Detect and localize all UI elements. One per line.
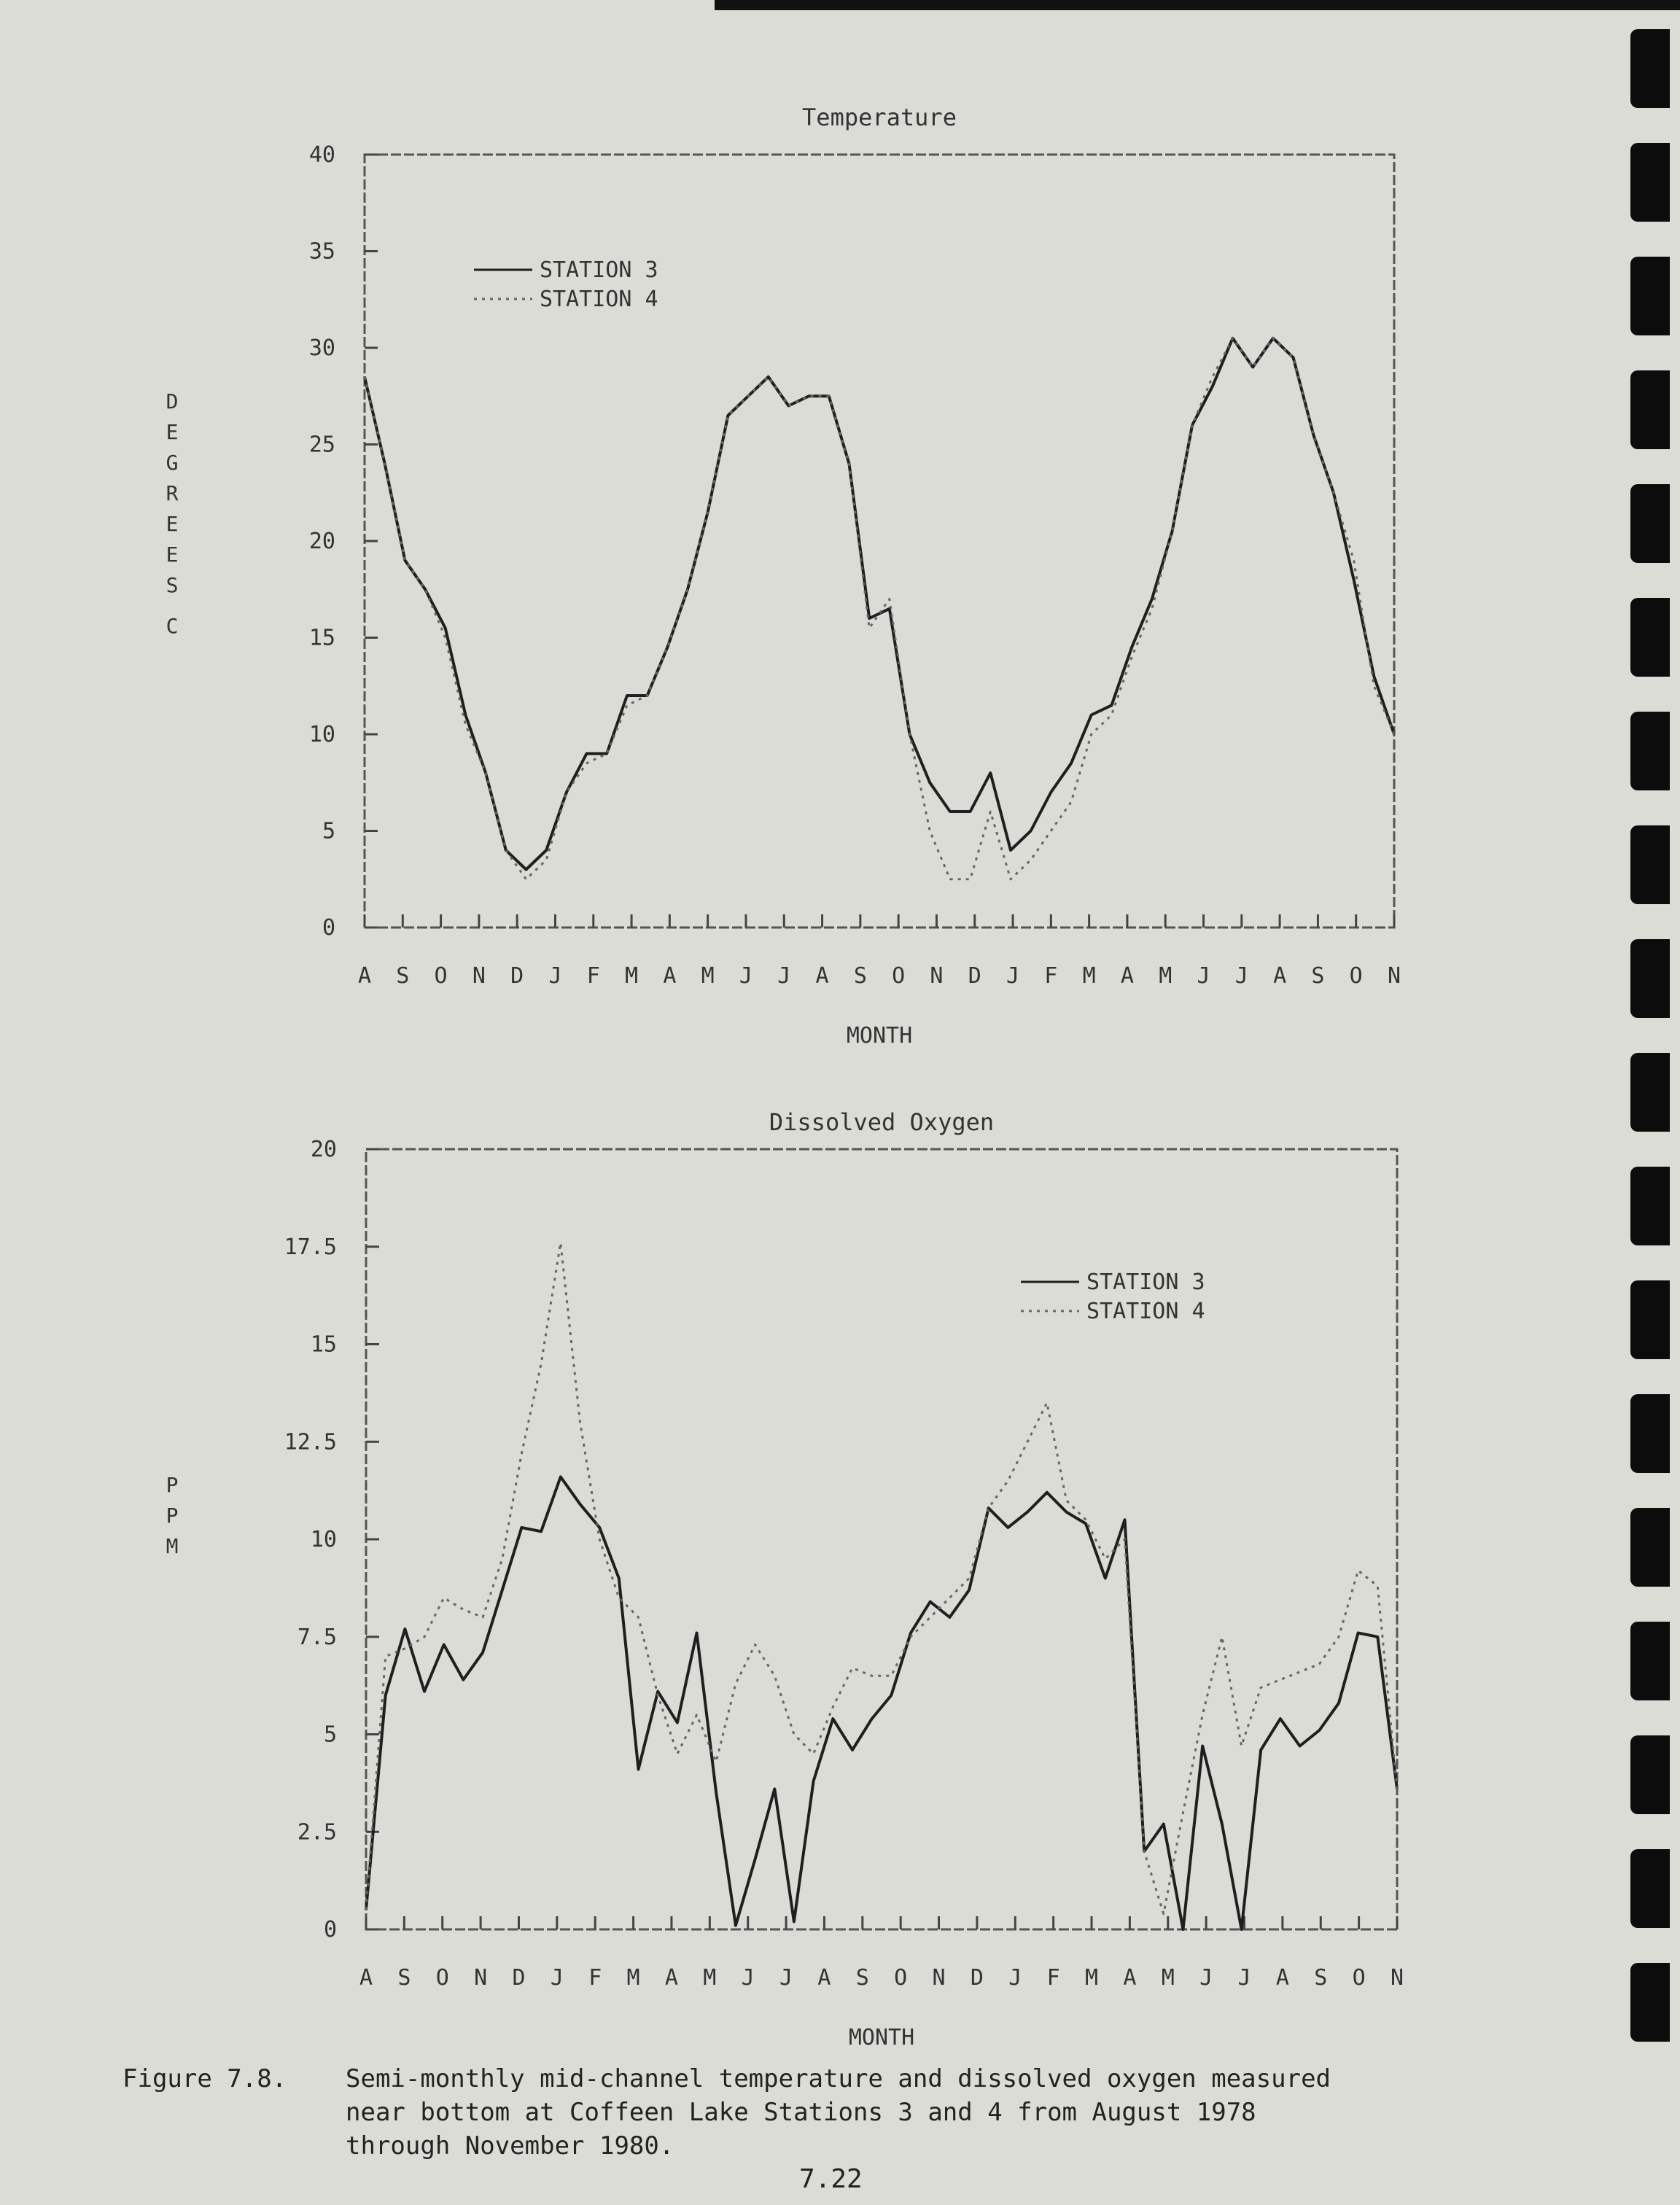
x-tick-label: A [1120, 963, 1134, 989]
x-tick-label: M [1161, 1965, 1175, 1991]
x-tick-label: O [1352, 1965, 1366, 1991]
legend-label: STATION 4 [1086, 1299, 1205, 1324]
series-line-1 [365, 338, 1394, 870]
legend-label: STATION 4 [540, 287, 658, 312]
y-axis-label-letter: P [166, 1504, 179, 1528]
y-axis-label-letter: M [166, 1534, 179, 1558]
x-tick-label: O [894, 1965, 908, 1991]
dissolved-oxygen-chart [0, 1079, 1680, 2056]
y-tick-label: 15 [310, 1331, 337, 1358]
y-tick-label: 40 [308, 142, 335, 168]
y-tick-label: 2.5 [297, 1819, 337, 1846]
x-tick-label: N [1390, 1965, 1404, 1991]
y-tick-label: 0 [323, 1917, 337, 1942]
x-tick-label: O [434, 963, 448, 989]
x-tick-label: J [1234, 963, 1248, 989]
x-tick-label: D [970, 1965, 984, 1991]
x-tick-label: J [779, 1965, 793, 1991]
y-axis-label-letter: S [166, 573, 179, 597]
y-axis-label-letter: D [166, 389, 179, 413]
x-tick-label: F [1046, 1965, 1060, 1991]
y-tick-label: 5 [323, 1722, 337, 1748]
chart-title: Dissolved Oxygen [769, 1108, 995, 1136]
x-tick-label: O [1349, 963, 1363, 989]
x-tick-label: J [548, 963, 562, 989]
y-axis-label-letter: E [166, 420, 179, 444]
x-tick-label: M [625, 963, 639, 989]
temperature-chart [0, 0, 1680, 1079]
x-tick-label: F [1044, 963, 1058, 989]
x-tick-label: D [512, 1965, 526, 1991]
x-tick-label: M [626, 1965, 640, 1991]
x-tick-label: N [932, 1965, 946, 1991]
figure-caption [122, 2062, 1508, 2163]
x-tick-label: A [663, 963, 677, 989]
y-tick-label: 17.5 [284, 1234, 337, 1260]
y-tick-label: 15 [308, 625, 335, 651]
y-tick-label: 10 [308, 722, 335, 747]
y-tick-label: 7.5 [297, 1624, 337, 1650]
x-tick-label: J [777, 963, 791, 989]
chart-title: Temperature [802, 104, 957, 131]
y-axis-label-letter: P [166, 1473, 179, 1497]
page-number: 7.22 [799, 2164, 863, 2194]
x-tick-label: J [1199, 1965, 1213, 1991]
legend-label: STATION 3 [1086, 1269, 1205, 1295]
x-tick-label: N [474, 1965, 488, 1991]
caption-text: Semi-monthly mid-channel temperature and dissolved oxygen measured near bottom at Coffeen Lake Stations 3 and 4 from August 1978 through November 1980. [346, 2064, 1331, 2161]
x-tick-label: F [588, 1965, 602, 1991]
x-tick-label: J [1237, 1965, 1251, 1991]
x-tick-label: A [817, 1965, 831, 1991]
x-tick-label: J [739, 963, 752, 989]
caption-label: Figure 7.8. [122, 2064, 287, 2093]
y-tick-label: 12.5 [284, 1429, 337, 1455]
x-tick-label: A [357, 963, 372, 989]
series-line-1 [366, 1477, 1397, 1929]
y-tick-label: 20 [310, 1137, 337, 1162]
x-tick-label: S [855, 1965, 869, 1991]
x-tick-label: M [703, 1965, 717, 1991]
legend-label: STATION 3 [540, 257, 658, 283]
x-tick-label: J [741, 1965, 755, 1991]
x-tick-label: N [1387, 963, 1401, 989]
x-tick-label: M [1159, 963, 1172, 989]
x-tick-label: S [397, 1965, 411, 1991]
y-tick-label: 35 [308, 238, 335, 265]
y-axis-label-letter: R [166, 481, 179, 505]
x-tick-label: S [853, 963, 867, 989]
x-tick-label: O [435, 1965, 449, 1991]
y-tick-label: 20 [308, 529, 335, 554]
y-tick-label: 0 [322, 915, 335, 941]
x-tick-label: S [1311, 963, 1325, 989]
x-tick-label: S [1314, 1965, 1328, 1991]
x-tick-label: O [892, 963, 906, 989]
x-tick-label: A [1273, 963, 1287, 989]
x-tick-label: D [968, 963, 981, 989]
y-axis-label-letter: C [166, 614, 179, 638]
x-tick-label: A [1275, 1965, 1289, 1991]
series-line-2 [366, 1242, 1397, 1913]
y-tick-label: 5 [322, 818, 335, 844]
x-tick-label: N [472, 963, 486, 989]
x-axis-label: MONTH [846, 1023, 913, 1049]
y-tick-label: 25 [308, 432, 335, 458]
x-tick-label: M [1085, 1965, 1099, 1991]
y-axis-label-letter: E [166, 512, 179, 536]
x-tick-label: J [1197, 963, 1210, 989]
x-axis-label: MONTH [848, 2025, 915, 2050]
x-tick-label: J [1006, 963, 1020, 989]
y-tick-label: 10 [310, 1527, 337, 1552]
plot-frame [366, 1149, 1397, 1929]
x-tick-label: A [359, 1965, 373, 1991]
x-tick-label: M [1082, 963, 1096, 989]
x-tick-label: N [930, 963, 944, 989]
y-tick-label: 30 [308, 335, 335, 361]
x-tick-label: J [1008, 1965, 1022, 1991]
x-tick-label: D [510, 963, 524, 989]
series-line-2 [365, 338, 1394, 879]
x-tick-label: J [550, 1965, 564, 1991]
x-tick-label: F [586, 963, 600, 989]
x-tick-label: A [664, 1965, 678, 1991]
x-tick-label: A [1123, 1965, 1137, 1991]
x-tick-label: S [396, 963, 410, 989]
y-axis-label-letter: G [166, 451, 179, 475]
x-tick-label: M [701, 963, 715, 989]
x-tick-label: A [815, 963, 829, 989]
y-axis-label-letter: E [166, 542, 179, 567]
